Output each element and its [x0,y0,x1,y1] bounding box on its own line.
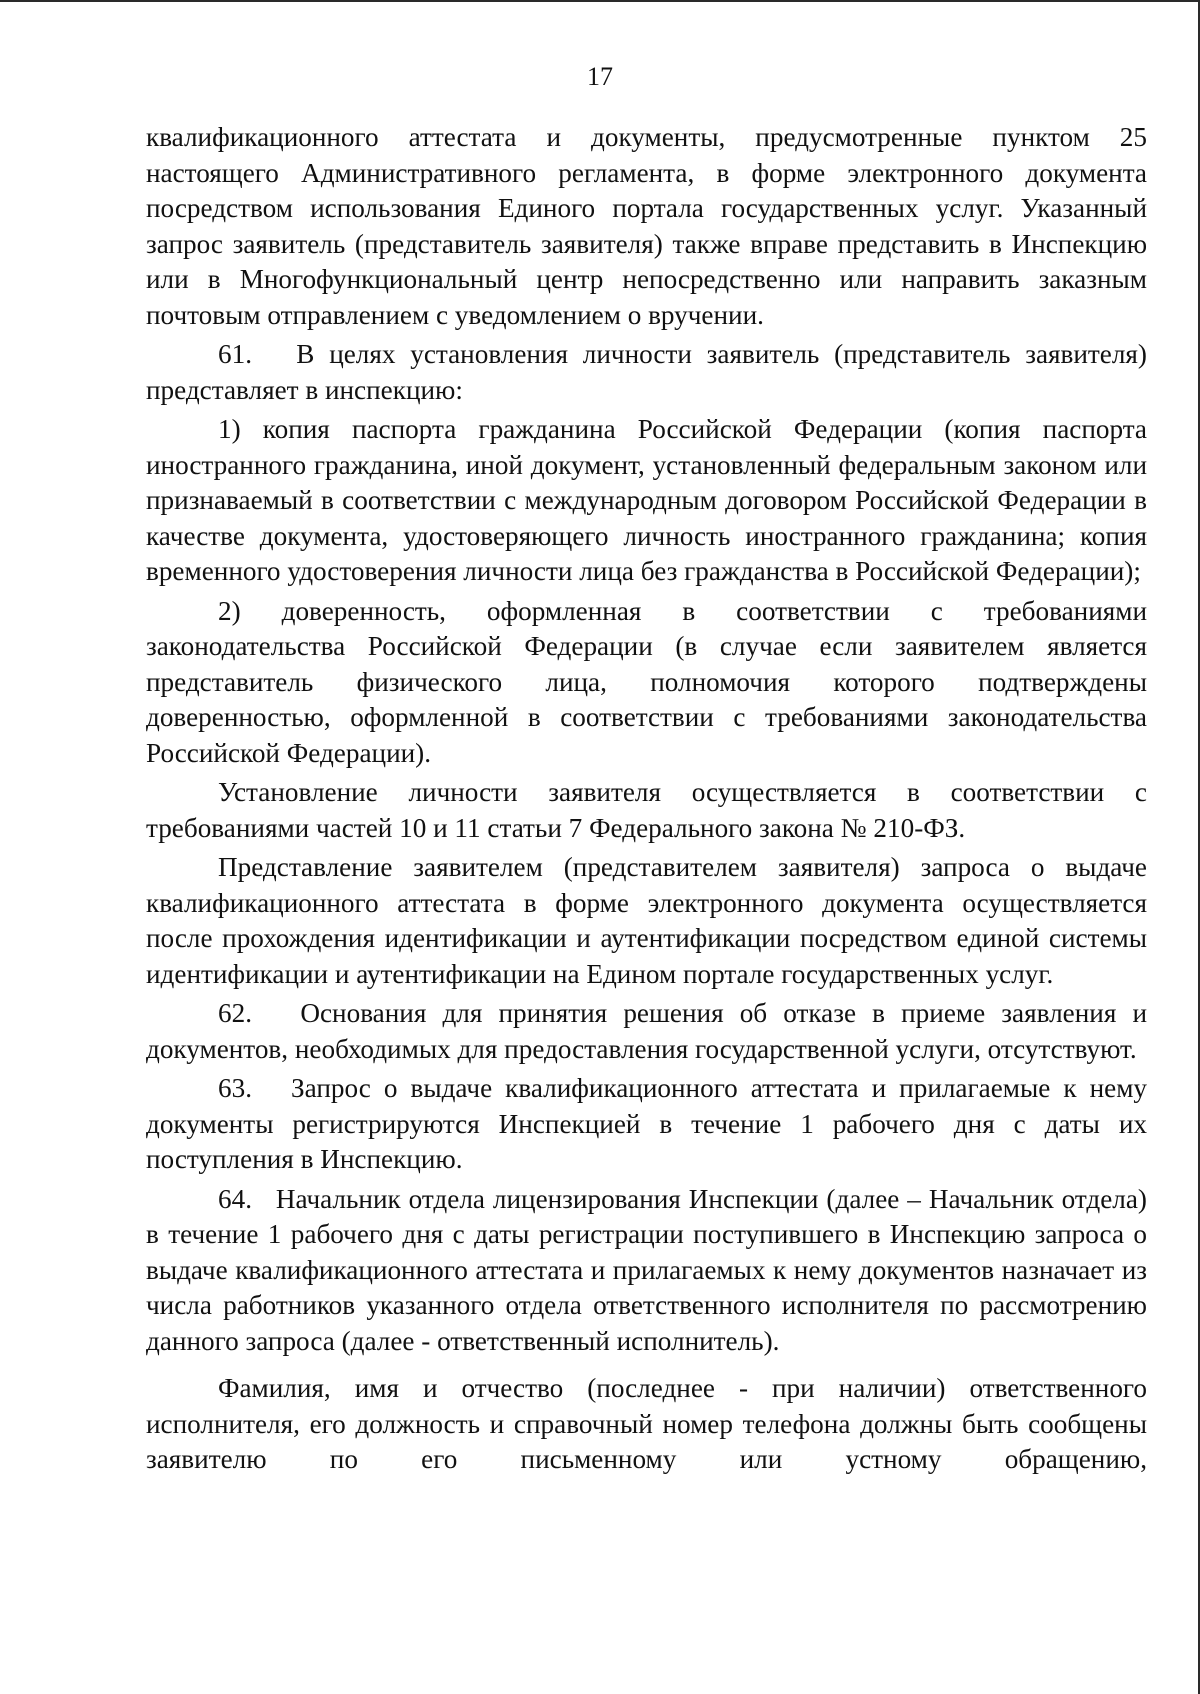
paragraph-continuation: квалификационного аттестата и документы, предусмотренные пунктом 25 настоящего Административного регламента, в форме электронного документа посредством использования Единого портала государственных услуг. Указанный запрос заявитель (представитель заявителя) также вправе представить в Инспекцию или в Многофункциональный центр непосредственно или направить заказным почтовым отправлением с уведомлением о вручении. [146,122,1147,330]
list-item-1: 1) копия паспорта гражданина Российской Федерации (копия паспорта иностранного гражданина, иной документ, установленный федеральным законом или признаваемый в соответствии с международным договором Российской Федерации в качестве документа, удостоверяющего личность иностранного гражданина; копия временного удостоверения личности лица без гражданства в Российской Федерации); [146,414,1147,586]
paragraph-64: 64. Начальник отдела лицензирования Инспекции (далее – Начальник отдела) в течение 1 рабочего дня с даты регистрации поступившего в Инспекцию запроса о выдаче квалификационного аттестата и прилагаемых к нему документов назначает из числа работников указанного отдела ответственного исполнителя по рассмотрению данного запроса (далее - ответственный исполнитель). [146,1183,1147,1356]
paragraph-62: 62. Основания для принятия решения об отказе в приеме заявления и документов, необходимых для предоставления государственной услуги, отсутствуют. [146,998,1147,1064]
list-item-2: 2) доверенность, оформленная в соответствии с требованиями законодательства Российской Федерации (в случае если заявителем является представитель физического лица, полномочия которого подтверждены доверенностью, оформленной в соответствии с требованиями законодательства Российской Федерации). [146,595,1147,768]
page-number: 17 [587,62,613,91]
paragraph-identity-verification: Установление личности заявителя осуществляется в соответствии с требованиями частей 10 и 11 статьи 7 Федерального закона № 210-ФЗ. [146,777,1147,843]
paragraph-61: 61. В целях установления личности заявитель (представитель заявителя) представляет в инспекцию: [146,339,1147,405]
document-body [146,120,1147,1478]
paragraph-63: 63. Запрос о выдаче квалификационного аттестата и прилагаемые к нему документы регистрируются Инспекцией в течение 1 рабочего дня с даты их поступления в Инспекцию. [146,1073,1147,1174]
paragraph-responsible-contact: Фамилия, имя и отчество (последнее - при наличии) ответственного исполнителя, его должность и справочный номер телефона должны быть сообщены заявителю по его письменному или устному обращению, [146,1373,1147,1474]
paragraph-electronic-submission: Представление заявителем (представителем заявителя) запроса о выдаче квалификационного аттестата в форме электронного документа осуществляется после прохождения идентификации и аутентификации посредством единой системы идентификации и аутентификации на Едином портале государственных услуг. [146,852,1147,989]
